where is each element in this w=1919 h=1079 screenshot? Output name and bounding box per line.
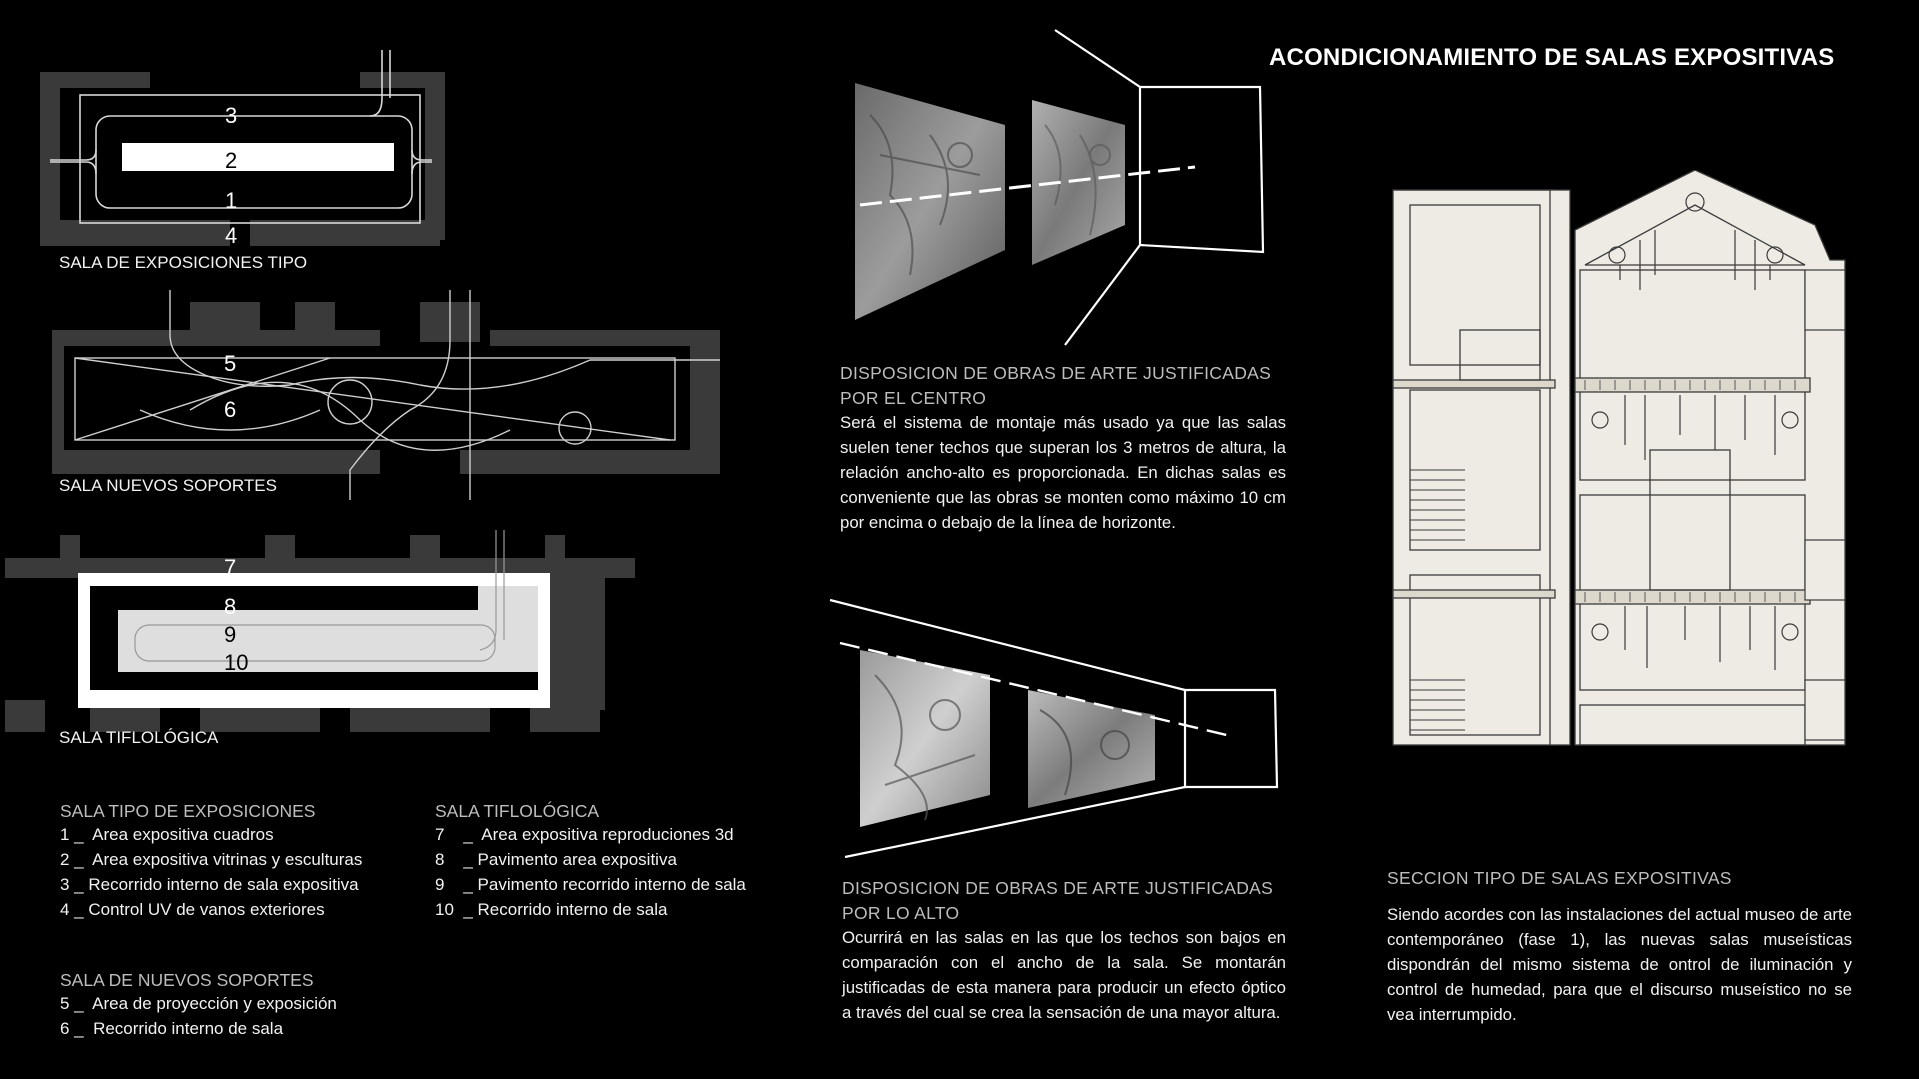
legend-title: SALA TIPO DE EXPOSICIONES <box>60 801 316 821</box>
plan-caption-soportes: SALA NUEVOS SOPORTES <box>59 476 277 495</box>
plan-number-5: 5 <box>224 351 237 376</box>
legend-item: 7 _ Area expositiva reproduciones 3d <box>435 825 734 844</box>
heading-centro <box>840 361 1280 411</box>
building-section-drawing <box>1385 170 1855 780</box>
legend-item: 9 _ Pavimento recorrido interno de sala <box>435 875 746 894</box>
plan-number-4: 4 <box>225 223 238 248</box>
heading-line: POR EL CENTRO <box>840 388 987 408</box>
legend-sala-tipo <box>60 801 362 922</box>
paragraph-centro: Será el sistema de montaje más usado ya que las salas suelen tener techos que superan los 3 metros de altura, la relación ancho-alto es proporcionada. En dichas salas es conveniente que las obras se monten como máximo 10 cm por encima o debajo de la línea de horizonte. <box>840 413 1286 532</box>
plan-number-2: 2 <box>225 148 238 173</box>
artwork-image <box>1028 690 1155 808</box>
plan-caption-tipo: SALA DE EXPOSICIONES TIPO <box>59 253 308 272</box>
legend-item: 1 _ Area expositiva cuadros <box>60 825 274 844</box>
plan-number-3: 3 <box>225 103 238 128</box>
legend-title: SALA TIFLOLÓGICA <box>435 801 600 821</box>
plan-sala-nuevos-soportes <box>30 290 730 500</box>
legend-item: 3 _ Recorrido interno de sala expositiva <box>60 875 359 894</box>
heading-line: DISPOSICION DE OBRAS DE ARTE JUSTIFICADAS <box>842 878 1274 898</box>
legend-item: 2 _ Area expositiva vitrinas y esculturas <box>60 850 363 869</box>
plan-number-9: 9 <box>224 622 237 647</box>
heading-seccion: SECCION TIPO DE SALAS EXPOSITIVAS <box>1387 868 1732 888</box>
legend-nuevos-soportes <box>60 970 337 1041</box>
plan-number-6: 6 <box>224 397 237 422</box>
paragraph-seccion: Siendo acordes con las instalaciones del actual museo de arte contemporáneo (fase 1), las nuevas salas museísticas dispondrán del mismo sistema de ontrol de iluminación y control de humedad, para que el discurso museístico no se vea interrumpido. <box>1387 905 1852 1024</box>
heading-line: POR LO ALTO <box>842 903 960 923</box>
legend-item: 4 _ Control UV de vanos exteriores <box>60 900 325 919</box>
legend-item: 6 _ Recorrido interno de sala <box>60 1019 284 1038</box>
legend-item: 5 _ Area de proyección y exposición <box>60 994 337 1013</box>
plan-number-8: 8 <box>224 594 237 619</box>
page-title: ACONDICIONAMIENTO DE SALAS EXPOSITIVAS <box>1269 44 1835 71</box>
artwork-image <box>855 83 1005 320</box>
plan-sala-tiflologica <box>0 530 640 735</box>
plan-caption-tiflo: SALA TIFLOLÓGICA <box>59 728 219 747</box>
paragraph-alto: Ocurrirá en las salas en las que los techos son bajos en comparación con el ancho de la sala. Se montarán justificadas de esta manera para producir un efecto óptico a través del cual se crea la sensación de una mayor altura. <box>842 928 1286 1022</box>
legend-sala-tiflologica <box>435 801 746 922</box>
legend-item: 8 _ Pavimento area expositiva <box>435 850 677 869</box>
plan-number-7: 7 <box>224 555 237 580</box>
perspective-alto <box>825 595 1285 860</box>
plan-number-10: 10 <box>224 650 249 675</box>
perspective-centro <box>840 25 1280 355</box>
legend-item: 10 _ Recorrido interno de sala <box>435 900 668 919</box>
legend-title: SALA DE NUEVOS SOPORTES <box>60 970 314 990</box>
plan-number-1: 1 <box>225 188 238 213</box>
heading-alto <box>842 876 1288 926</box>
heading-line: DISPOSICION DE OBRAS DE ARTE JUSTIFICADAS <box>840 363 1272 383</box>
plan-sala-tipo <box>30 50 510 250</box>
